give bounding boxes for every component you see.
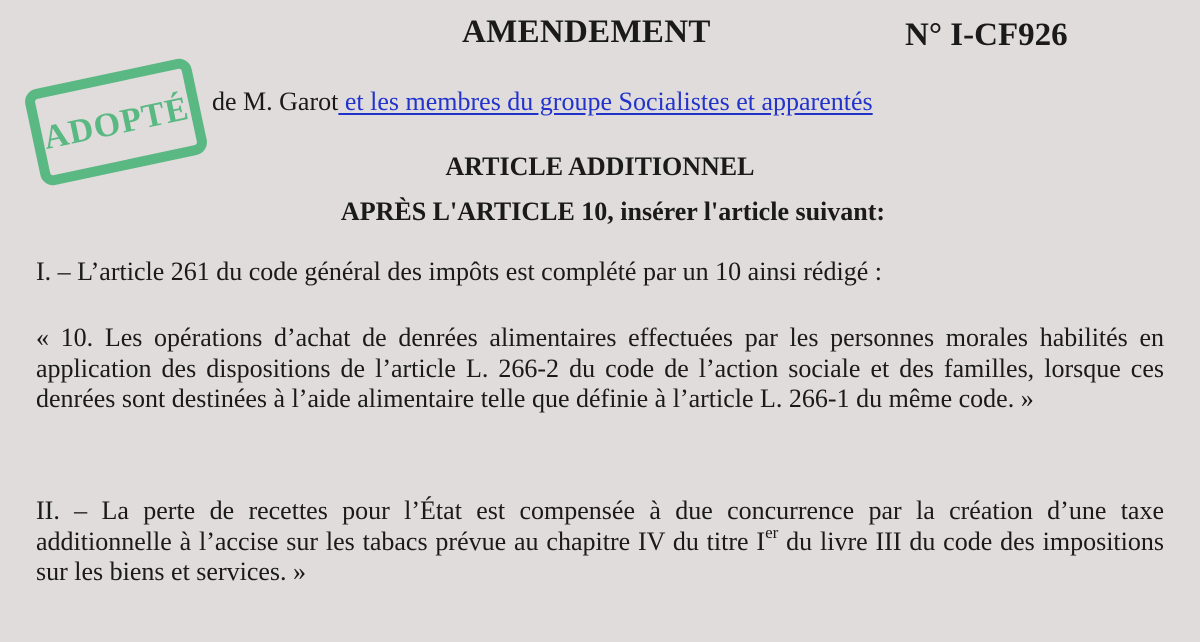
paragraph-ii-start: II. – La perte de recettes pour l’État est compensée à due concurrence par la création d’une taxe additionnelle à l’accise sur les tabacs prévue au chapitre IV du titre I — [36, 496, 1164, 556]
paragraph-i: I. – L’article 261 du code général des impôts est complété par un 10 ainsi rédigé : — [36, 257, 882, 286]
paragraph-ii — [36, 496, 1164, 588]
article-instruction: APRÈS L'ARTICLE 10, insérer l'article suivant: — [340, 197, 886, 226]
svg-text:ADOPTÉ: ADOPTÉ — [40, 90, 193, 157]
article-heading: ARTICLE ADDITIONNEL — [445, 152, 755, 181]
ordinal-superscript: er — [765, 522, 779, 542]
amendment-title: AMENDEMENT — [462, 14, 711, 50]
author-line — [212, 86, 873, 118]
amendment-number: N° I-CF926 — [905, 17, 1068, 53]
author-name: de M. Garot — [212, 87, 339, 116]
paragraph-ii-end: du livre III du code des impositions sur les biens et services. » — [36, 526, 1164, 586]
group-link[interactable]: et les membres du groupe Socialistes et apparentés — [338, 87, 873, 116]
paragraph-quote: « 10. Les opérations d’achat de denrées alimentaires effectuées par les personnes morales habilités en application des dispositions de l’article L. 266-2 du code de l’action sociale et des familles, lorsque ces denrées sont destinées à l’aide alimentaire telle que définie à l’article L. 266-1 du même code. » — [36, 323, 1164, 413]
